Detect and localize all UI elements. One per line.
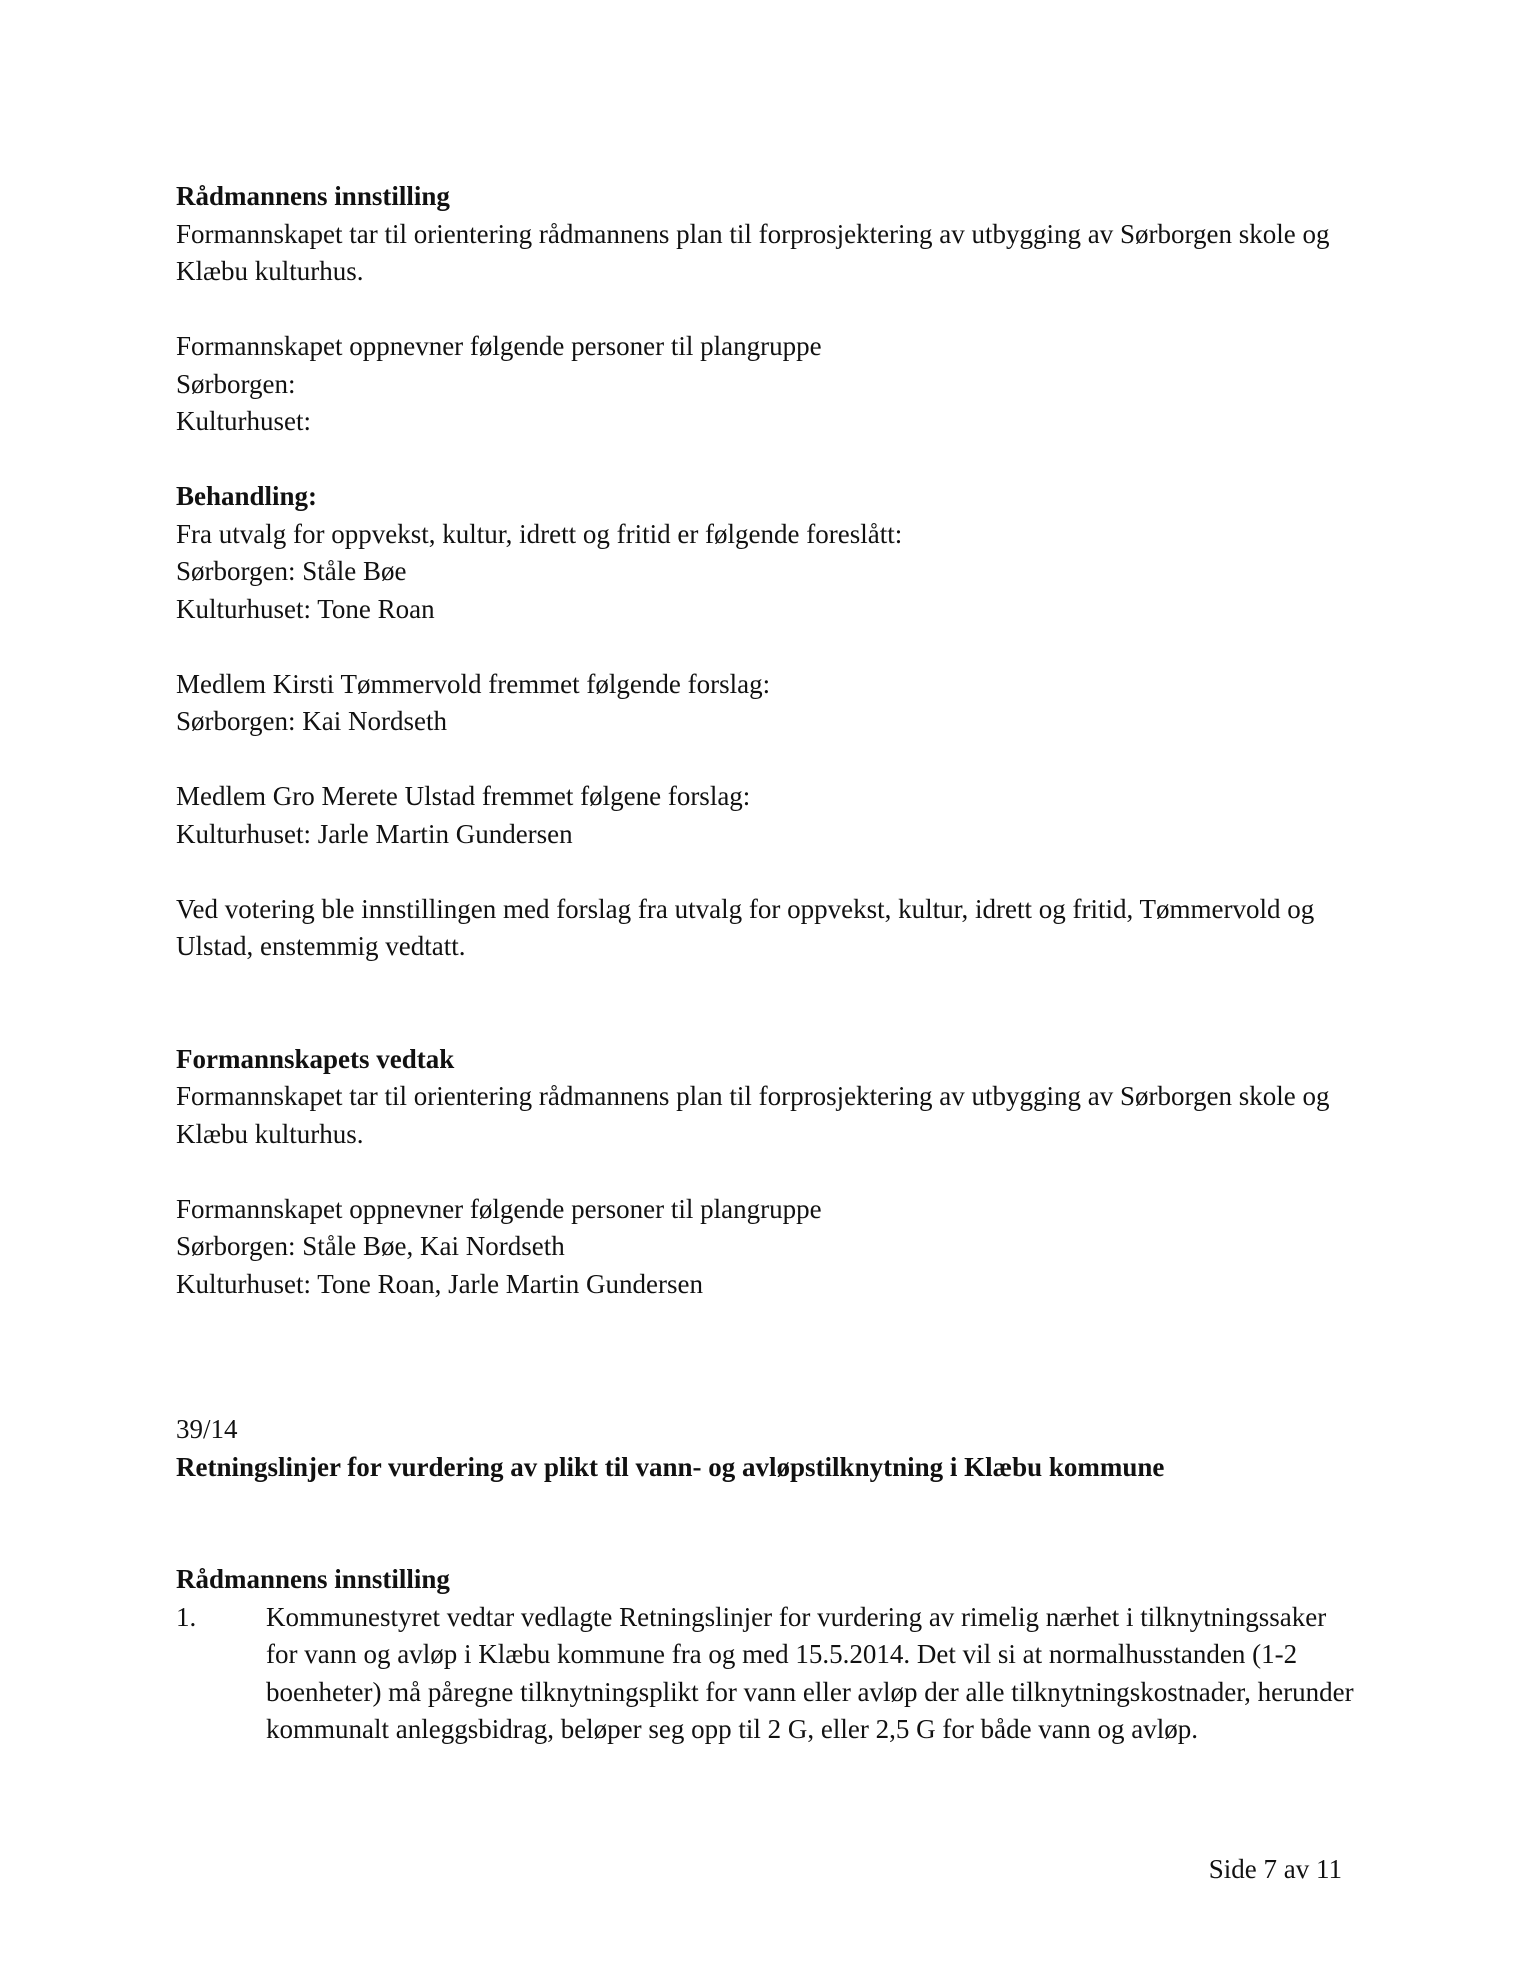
section-heading-behandling: Behandling: xyxy=(176,481,318,511)
text-line: Kulturhuset: xyxy=(176,406,311,436)
text-line: Sørborgen: Kai Nordseth xyxy=(176,706,447,736)
section-heading-radmannens-innstilling-2: Rådmannens innstilling xyxy=(176,1564,450,1594)
page-number: Side 7 av 11 xyxy=(1208,1854,1342,1884)
text-line: Fra utvalg for oppvekst, kultur, idrett og fritid er følgende foreslått: xyxy=(176,518,903,549)
text-line: Formannskapet oppnevner følgende personer til plangruppe xyxy=(176,1193,822,1224)
paragraph-orientering: Formannskapet tar til orientering rådmannens plan til forprosjektering av utbygging av Sørborgen skole og Klæbu kulturhus. xyxy=(176,218,1330,286)
text-line: Sørborgen: xyxy=(176,368,296,399)
document-page xyxy=(176,178,1356,1749)
text-line: Medlem Kirsti Tømmervold fremmet følgende forslag: xyxy=(176,668,771,699)
text-line: Kulturhuset: Jarle Martin Gundersen xyxy=(176,818,573,849)
text-line: Sørborgen: Ståle Bøe, Kai Nordseth xyxy=(176,1231,565,1261)
text-line: Sørborgen: Ståle Bøe xyxy=(176,556,407,586)
text-line: Medlem Gro Merete Ulstad fremmet følgene forslag: xyxy=(176,781,751,811)
list-item-number: 1. xyxy=(176,1601,197,1632)
case-title: Retningslinjer for vurdering av plikt til vann- og avløpstilknytning i Klæbu kommune xyxy=(176,1451,1165,1482)
case-number: 39/14 xyxy=(176,1414,238,1444)
text-line: Formannskapet oppnevner følgende personer til plangruppe xyxy=(176,331,822,361)
list-item-text: Kommunestyret vedtar vedlagte Retningslinjer for vurdering av rimelig nærhet i tilknytningssaker for vann og avløp i Klæbu kommune fra og med 15.5.2014. Det vil si at normalhusstanden (1-2 boenheter) må påregne tilknytningsplikt for vann eller avløp der alle tilknytningskostnader, herunder kommunalt anleggsbidrag, beløper seg opp til 2 G, eller 2,5 G for både vann og avløp. xyxy=(266,1601,1354,1744)
paragraph-votering: Ved votering ble innstillingen med forslag fra utvalg for oppvekst, kultur, idrett og fritid, Tømmervold og Ulstad, enstemmig vedtatt. xyxy=(176,893,1315,961)
text-line: Kulturhuset: Tone Roan xyxy=(176,593,435,624)
list-item xyxy=(176,1599,1356,1749)
section-heading-formannskapets-vedtak: Formannskapets vedtak xyxy=(176,1043,455,1074)
paragraph-vedtak-orientering: Formannskapet tar til orientering rådmannens plan til forprosjektering av utbygging av Sørborgen skole og Klæbu kulturhus. xyxy=(176,1081,1330,1149)
text-line: Kulturhuset: Tone Roan, Jarle Martin Gundersen xyxy=(176,1268,704,1299)
section-heading-radmannens-innstilling: Rådmannens innstilling xyxy=(176,181,450,211)
